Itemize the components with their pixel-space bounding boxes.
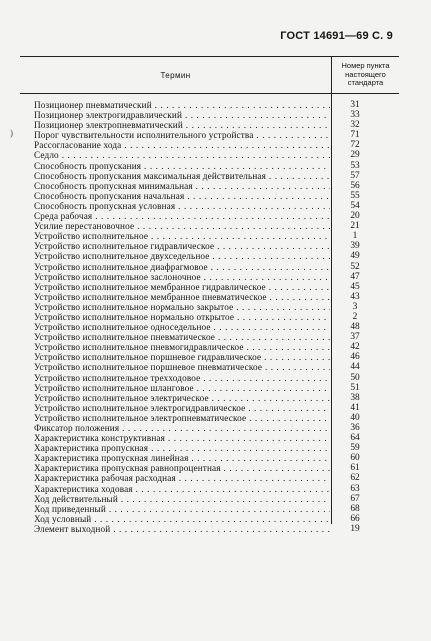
table-row: [34, 403, 399, 413]
term-text: Усилие перестановочное . . .: [34, 221, 330, 231]
term-text: Устройство исполнительное диафрагмовое . . .: [34, 262, 330, 272]
table-row: [34, 110, 399, 120]
clause-number: 59: [350, 443, 360, 454]
clause-number: 72: [350, 140, 360, 151]
term-text: Устройство исполнительное мембранное пневматическое . . .: [34, 292, 330, 302]
term-text: Характеристика рабочая расходная . . .: [34, 473, 330, 483]
table-row: [34, 130, 399, 140]
term-text: Характеристика пропускная равнопроцентная . . .: [34, 463, 330, 473]
column-header-term: Термин: [160, 70, 191, 80]
clause-number: 60: [350, 453, 360, 464]
term-text: Устройство исполнительное электрическое . . .: [34, 393, 330, 403]
clause-number: 37: [350, 332, 360, 343]
term-text: Способность пропускания начальная . . .: [34, 191, 330, 201]
page-header: ГОСТ 14691—69 С. 9: [280, 30, 393, 42]
term-text: Устройство исполнительное заслоночное . . .: [34, 272, 330, 282]
column-header-number: Номер пункта настоящего стандарта: [341, 61, 390, 88]
term-text: Фиксатор положения . . .: [34, 423, 330, 433]
table-row: [34, 191, 399, 201]
term-text: Характеристика ходовая . . .: [34, 484, 330, 494]
term-text: Устройство исполнительное пневматическое . . .: [34, 332, 330, 342]
term-text: Среда рабочая . . .: [34, 211, 330, 221]
clause-number: 48: [350, 322, 360, 333]
clause-number: 51: [350, 382, 360, 393]
table-header: [20, 56, 399, 94]
clause-number: 41: [350, 402, 360, 413]
clause-number: 36: [350, 423, 360, 433]
table-row: [34, 272, 399, 282]
term-text: Устройство исполнительное трехходовое . . .: [34, 373, 330, 383]
clause-number: 68: [350, 503, 360, 514]
clause-number: 57: [350, 170, 360, 181]
term-text: Ход действительный . . .: [34, 494, 330, 504]
clause-number: 39: [350, 241, 360, 252]
table-row: [34, 231, 399, 241]
clause-number: 32: [350, 120, 360, 131]
margin-mark: ): [10, 128, 13, 138]
table-row: [34, 393, 399, 403]
clause-number: 40: [350, 412, 360, 423]
table-row: [34, 383, 399, 393]
table-row: [34, 120, 399, 130]
clause-number: 62: [350, 473, 360, 484]
term-text: Устройство исполнительное . . .: [34, 231, 330, 241]
table-row: [34, 201, 399, 211]
term-text: Устройство исполнительное электропневматическое . . .: [34, 413, 330, 423]
table-row: [34, 494, 399, 504]
clause-number: 46: [350, 352, 360, 363]
table-row: [34, 161, 399, 171]
term-text: Порог чувствительности исполнительного устройства . . .: [34, 130, 330, 140]
term-text: Способность пропускная минимальная . . .: [34, 181, 330, 191]
clause-number: 71: [350, 130, 360, 141]
clause-number: 43: [350, 291, 360, 302]
table-row: [34, 211, 399, 221]
clause-number: 21: [350, 221, 360, 232]
clause-number: 20: [350, 211, 360, 222]
term-text: Позиционер электрогидравлический . . .: [34, 110, 330, 120]
table-row: [34, 433, 399, 443]
term-text: Характеристика конструктивная . . .: [34, 433, 330, 443]
clause-number: 19: [350, 523, 360, 534]
term-text: Способность пропускания максимальная действительная . . .: [34, 171, 330, 181]
clause-number: 3: [352, 301, 358, 312]
term-text: Позиционер электропневматический . . .: [34, 120, 330, 130]
term-text: Устройство исполнительное мембранное гидравлическое . . .: [34, 282, 330, 292]
table-row: [34, 362, 399, 372]
clause-number: 33: [350, 110, 360, 121]
table-row: [34, 282, 399, 292]
table-row: [34, 413, 399, 423]
table-row: [34, 150, 399, 160]
table-row: [34, 140, 399, 150]
term-text: Рассогласование хода . . .: [34, 140, 330, 150]
table-row: [34, 181, 399, 191]
table-row: [34, 473, 399, 483]
clause-number: 44: [350, 362, 360, 373]
clause-number: 2: [352, 311, 358, 322]
term-text: Устройство исполнительное двухседельное . . .: [34, 251, 330, 261]
clause-number: 50: [350, 372, 360, 383]
term-text: Устройство исполнительное шланговое . . .: [34, 383, 330, 393]
clause-number: 53: [350, 160, 360, 171]
table-row: [34, 262, 399, 272]
term-text: Ход приведенный . . .: [34, 504, 330, 514]
term-text: Устройство исполнительное нормально закрытое . . .: [34, 302, 330, 312]
clause-number: 47: [350, 271, 360, 282]
clause-number: 67: [350, 493, 360, 504]
table-row: [34, 443, 399, 453]
table-row: [34, 463, 399, 473]
clause-number: 63: [350, 483, 360, 494]
term-text: Ход условный . . .: [34, 514, 330, 524]
table-row: [34, 453, 399, 463]
table-row: [34, 241, 399, 251]
clause-number: 64: [350, 433, 360, 444]
clause-number: 49: [350, 251, 360, 262]
term-text: Характеристика пропускная линейная . . .: [34, 453, 330, 463]
term-text: Позиционер пневматический . . .: [34, 100, 330, 110]
term-text: Седло . . .: [34, 150, 330, 160]
clause-number: 1: [352, 231, 358, 242]
table-row: [34, 251, 399, 261]
table-row: [34, 504, 399, 514]
clause-number: 38: [350, 392, 360, 403]
term-text: Устройство исполнительное поршневое гидравлическое . . .: [34, 352, 330, 362]
term-text: Элемент выходной . . .: [34, 524, 330, 534]
clause-number: 52: [350, 261, 360, 272]
table-row: [34, 292, 399, 302]
term-text: Способность пропускная условная . . .: [34, 201, 330, 211]
clause-number: 66: [350, 513, 360, 524]
clause-number: 61: [350, 463, 360, 474]
table-row: [34, 373, 399, 383]
table-row: [34, 322, 399, 332]
clause-number: 45: [350, 281, 360, 292]
table-row: [34, 100, 399, 110]
table-row: [34, 342, 399, 352]
term-text: Характеристика пропускная . . .: [34, 443, 330, 453]
clause-number: 42: [350, 342, 360, 353]
clause-number: 31: [350, 100, 360, 110]
table-row: [34, 423, 399, 433]
table-row: [34, 302, 399, 312]
term-text: Устройство исполнительное электрогидравлическое . . .: [34, 403, 330, 413]
table-row: [34, 332, 399, 342]
term-text: Устройство исполнительное односедельное . . .: [34, 322, 330, 332]
term-text: Устройство исполнительное пневмогидравлическое . . .: [34, 342, 330, 352]
table-row: [34, 221, 399, 231]
table-row: [34, 484, 399, 494]
table-row: [34, 312, 399, 322]
clause-number: 55: [350, 190, 360, 201]
term-text: Устройство исполнительное поршневое пневматическое . . .: [34, 362, 330, 372]
clause-number: 29: [350, 150, 360, 161]
term-text: Устройство исполнительное нормально открытое . . .: [34, 312, 330, 322]
term-list: [34, 100, 399, 534]
table-row: [34, 524, 399, 534]
term-text: Способность пропускания . . .: [34, 161, 330, 171]
table-row: [34, 514, 399, 524]
clause-number: 56: [350, 180, 360, 191]
table-row: [34, 171, 399, 181]
clause-number: 54: [350, 200, 360, 211]
table-row: [34, 352, 399, 362]
term-text: Устройство исполнительное гидравлическое . . .: [34, 241, 330, 251]
